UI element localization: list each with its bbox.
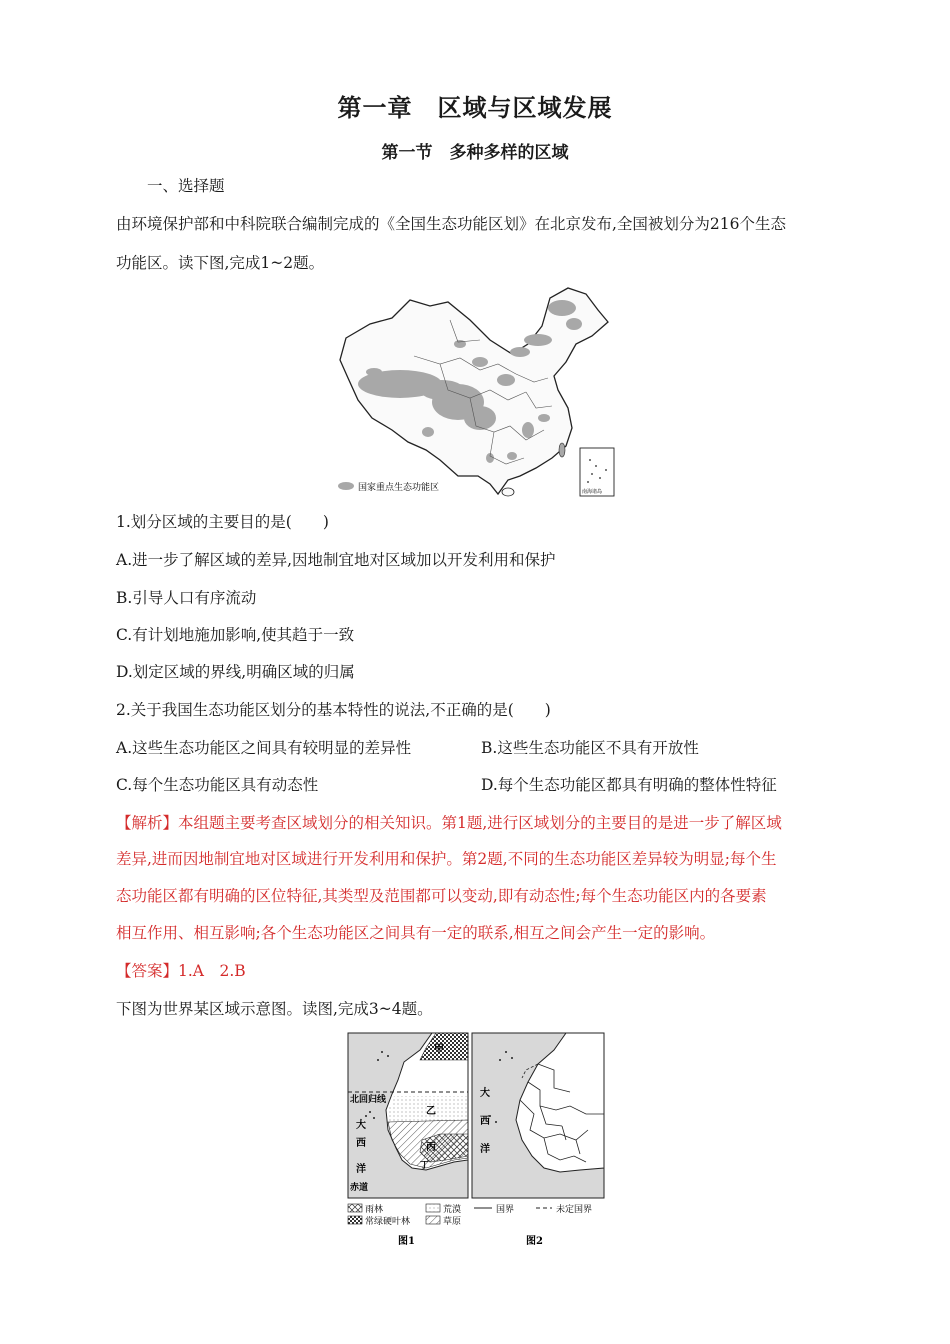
- intro-paragraph-2: 下图为世界某区域示意图。读图,完成3~4题。: [116, 1000, 433, 1018]
- fig2-caption: 图2: [526, 1236, 543, 1247]
- legend-border-label: 国界: [496, 1205, 515, 1215]
- part-heading: 一、选择题: [147, 177, 225, 195]
- legend-grassland-label: 草原: [443, 1217, 462, 1227]
- analysis-line-4: 相互作用、相互影响;各个生态功能区之间具有一定的联系,相互之间会产生一定的影响。: [116, 924, 716, 942]
- inset-label: 南海诸岛: [582, 489, 603, 495]
- legend-desert-swatch: [426, 1204, 440, 1212]
- label-yi: 乙: [426, 1106, 436, 1117]
- q2-option-a: A.这些生态功能区之间具有较明显的差异性: [116, 739, 412, 757]
- q1-option-a: A.进一步了解区域的差异,因地制宜地对区域加以开发利用和保护: [116, 551, 556, 569]
- fig1-ocean-char-3: 洋: [356, 1164, 366, 1175]
- legend-evergreen-swatch: [348, 1216, 362, 1224]
- analysis-line-2: 差异,进而因地制宜地对区域进行开发利用和保护。第2题,不同的生态功能区差异较为明显;每个生: [116, 850, 777, 868]
- answer-label: 【答案】: [116, 962, 179, 980]
- analysis-line-1: 【解析】本组题主要考查区域划分的相关知识。第1题,进行区域划分的主要目的是进一步了解区域: [116, 814, 782, 832]
- q2-option-d: D.每个生态功能区都具有明确的整体性特征: [481, 776, 777, 794]
- answer-line: [116, 960, 246, 982]
- fig2-ocean-char-1: 大: [480, 1088, 490, 1099]
- legend-evergreen-label: 常绿硬叶林: [365, 1217, 411, 1227]
- fig1-ocean-char-1: 大: [356, 1120, 366, 1131]
- label-jia: 甲: [434, 1044, 444, 1055]
- q1-option-d: D.划定区域的界线,明确区域的归属: [116, 663, 355, 681]
- tropic-label: 北回归线: [350, 1095, 387, 1105]
- q2-option-b: B.这些生态功能区不具有开放性: [481, 739, 699, 757]
- legend-undetermined-label: 未定国界: [556, 1205, 593, 1215]
- fig1-ocean-char-2: 西: [356, 1138, 366, 1149]
- answer-value: 1.A 2.B: [178, 962, 246, 980]
- section-title: 第一节 多种多样的区域: [381, 143, 569, 163]
- legend-rainforest-swatch: [348, 1204, 362, 1212]
- china-ecological-map: [330, 280, 625, 505]
- fig1-caption: 图1: [398, 1236, 415, 1247]
- analysis-line-3: 态功能区都有明确的区位特征,其类型及范围都可以变动,即有动态性;每个生态功能区内的各要素: [116, 887, 767, 905]
- q1-stem: 1.划分区域的主要目的是( ): [116, 513, 329, 531]
- fig2-ocean-char-3: 洋: [480, 1144, 490, 1155]
- intro-paragraph-1-line-2: 功能区。读下图,完成1~2题。: [116, 254, 325, 272]
- q2-option-c: C.每个生态功能区具有动态性: [116, 776, 319, 794]
- q1-option-c: C.有计划地施加影响,使其趋于一致: [116, 626, 355, 644]
- label-ding: 丁: [420, 1161, 430, 1171]
- label-bing: 丙: [426, 1142, 436, 1153]
- q2-stem: 2.关于我国生态功能区划分的基本特性的说法,不正确的是( ): [116, 701, 551, 719]
- legend-swatch: [338, 482, 354, 490]
- fig2-ocean-char-2: 西: [480, 1116, 490, 1127]
- chapter-title: 第一章 区域与区域发展: [337, 93, 613, 122]
- map1-legend-label: 国家重点生态功能区: [358, 483, 440, 493]
- equator-label: 赤道: [350, 1183, 369, 1193]
- west-africa-figure: [340, 1030, 610, 1255]
- legend-desert-label: 荒漠: [443, 1205, 462, 1215]
- q1-option-b: B.引导人口有序流动: [116, 589, 257, 607]
- legend-rainforest-label: 雨林: [365, 1205, 384, 1215]
- legend-grassland-swatch: [426, 1216, 440, 1224]
- intro-paragraph-1-line-1: 由环境保护部和中科院联合编制完成的《全国生态功能区划》在北京发布,全国被划分为216个生态: [116, 215, 787, 233]
